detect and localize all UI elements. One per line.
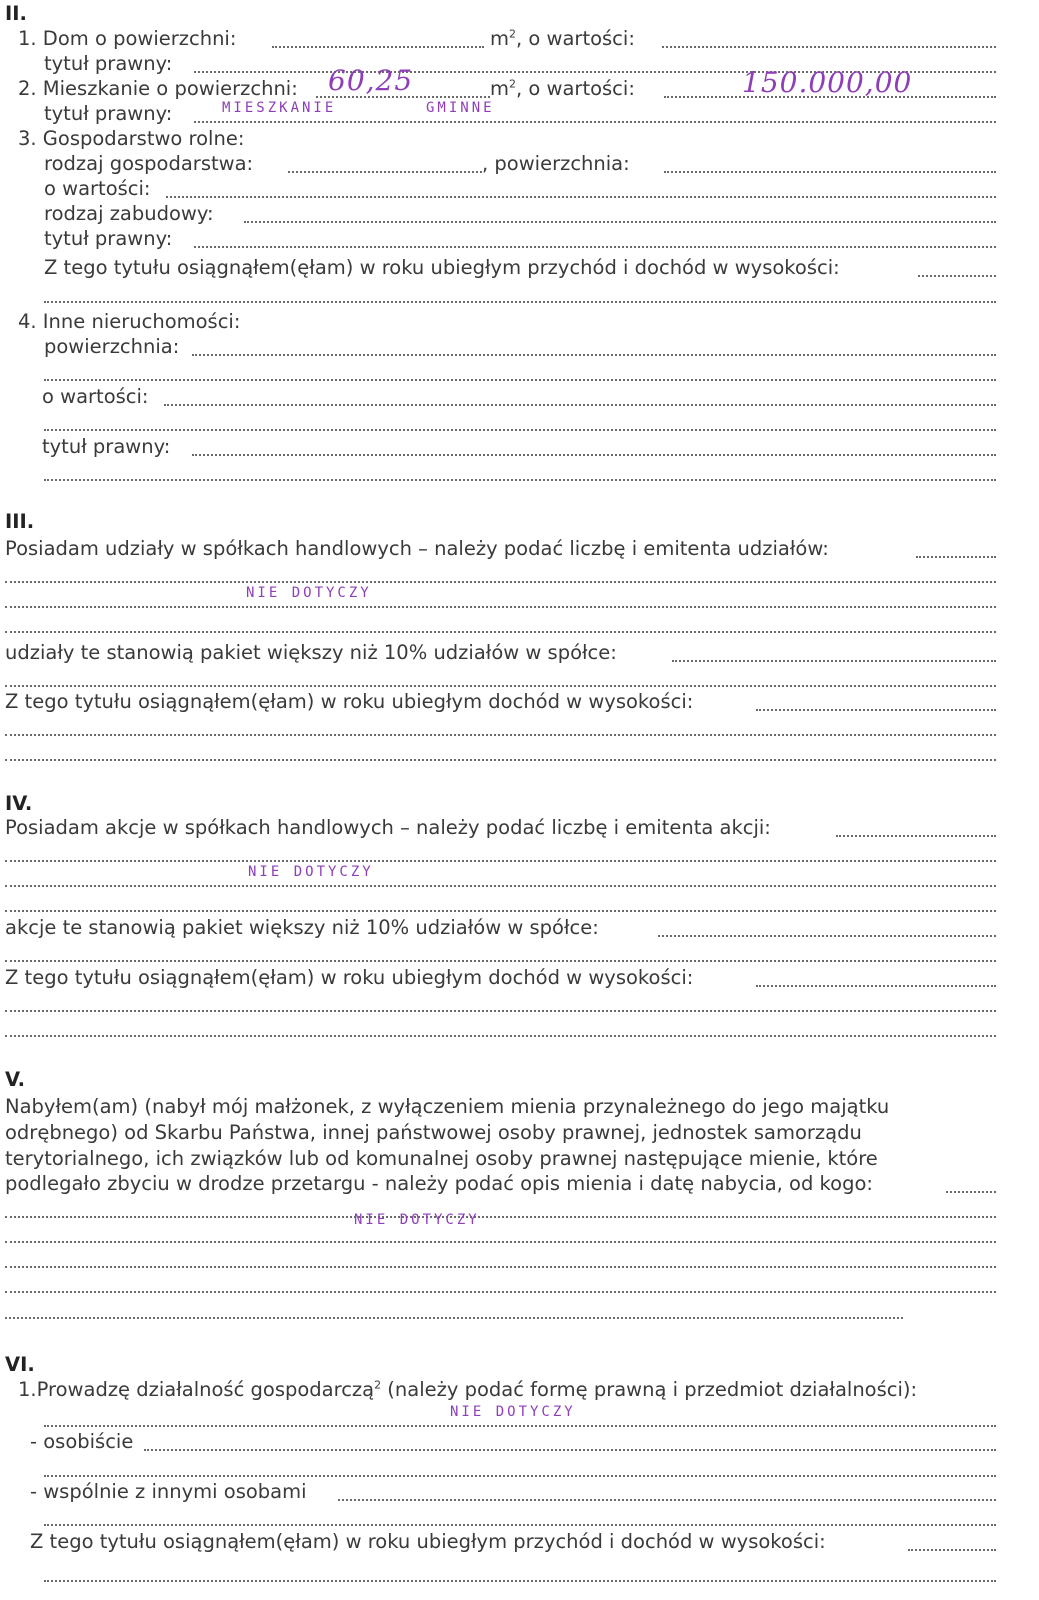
shares-handwritten-note: NIE DOTYCZY bbox=[246, 585, 372, 601]
shares-field-3[interactable] bbox=[5, 606, 996, 608]
flat-value-handwritten: 150.000,00 bbox=[742, 66, 913, 99]
acquisition-field-2[interactable] bbox=[5, 1216, 996, 1218]
house-unit: $m^2$, o wartości: bbox=[490, 27, 635, 50]
flat-unit: $m^2$, o wartości: bbox=[490, 77, 635, 100]
business-personal-label: - osobiście bbox=[30, 1430, 134, 1453]
stocks-income-field[interactable] bbox=[756, 985, 996, 987]
business-handwritten-note: NIE DOTYCZY bbox=[450, 1404, 576, 1420]
flat-area-handwritten: 60,25 bbox=[328, 64, 414, 97]
other-title-field[interactable] bbox=[192, 454, 996, 456]
flat-title-field[interactable] bbox=[194, 121, 996, 123]
other-area-field-2[interactable] bbox=[44, 379, 996, 381]
business-joint-label: - wspólnie z innymi osobami bbox=[30, 1480, 307, 1503]
farm-income-label: Z tego tytułu osiągnąłem(ęłam) w roku ubiegłym przychód i dochód w wysokości: bbox=[44, 256, 840, 279]
section-v-heading: V. bbox=[5, 1068, 25, 1091]
acquisition-text-line-1: Nabyłem(am) (nabył mój małżonek, z wyłączeniem mienia przynależnego do jego majątku bbox=[5, 1095, 890, 1118]
business-income-field[interactable] bbox=[908, 1549, 996, 1551]
farm-income-field-2[interactable] bbox=[44, 301, 996, 303]
flat-title-handwritten-2: GMINNE bbox=[426, 100, 495, 116]
acquisition-handwritten-note: NIE DOTYCZY bbox=[354, 1212, 480, 1228]
flat-area-label: 2. Mieszkanie o powierzchni: bbox=[18, 77, 298, 100]
acquisition-field-3[interactable] bbox=[5, 1241, 996, 1243]
stocks-packet-field[interactable] bbox=[658, 935, 996, 937]
shares-field-4[interactable] bbox=[5, 631, 996, 633]
farm-building-field[interactable] bbox=[244, 221, 996, 223]
stocks-income-field-3[interactable] bbox=[5, 1035, 996, 1037]
business-joint-field[interactable] bbox=[338, 1499, 996, 1501]
flat-title-label: tytuł prawny: bbox=[44, 102, 173, 125]
farm-title-label: tytuł prawny: bbox=[44, 227, 173, 250]
farm-income-field[interactable] bbox=[918, 275, 996, 277]
stocks-packet-label: akcje te stanowią pakiet większy niż 10% udziałów w spółce: bbox=[5, 916, 599, 939]
acquisition-field[interactable] bbox=[946, 1191, 996, 1193]
shares-income-label: Z tego tytułu osiągnąłem(ęłam) w roku ubiegłym dochód w wysokości: bbox=[5, 690, 694, 713]
business-activity-label: 1.Prowadzę działalność gospodarczą$^2$ (należy podać formę prawną i przedmiot działalności): bbox=[18, 1378, 918, 1401]
other-title-label: tytuł prawny: bbox=[42, 435, 171, 458]
business-personal-field-2[interactable] bbox=[44, 1475, 996, 1477]
acquisition-field-4[interactable] bbox=[5, 1266, 996, 1268]
house-value-field[interactable] bbox=[662, 46, 996, 48]
other-value-field[interactable] bbox=[164, 404, 996, 406]
shares-income-field-3[interactable] bbox=[5, 759, 996, 761]
farm-value-field[interactable] bbox=[166, 196, 996, 198]
stocks-intro: Posiadam akcje w spółkach handlowych – należy podać liczbę i emitenta akcji: bbox=[5, 816, 771, 839]
stocks-field-2[interactable] bbox=[5, 860, 996, 862]
other-area-label: powierzchnia: bbox=[44, 335, 180, 358]
farm-area-label: , powierzchnia: bbox=[482, 152, 630, 175]
farm-building-label: rodzaj zabudowy: bbox=[44, 202, 214, 225]
stocks-packet-field-2[interactable] bbox=[5, 960, 996, 962]
shares-packet-label: udziały te stanowią pakiet większy niż 10% udziałów w spółce: bbox=[5, 641, 617, 664]
farm-label: 3. Gospodarstwo rolne: bbox=[18, 127, 245, 150]
flat-title-handwritten-1: MIESZKANIE bbox=[222, 100, 337, 116]
shares-income-field-2[interactable] bbox=[5, 734, 996, 736]
stocks-income-field-2[interactable] bbox=[5, 1010, 996, 1012]
business-activity-field[interactable] bbox=[44, 1425, 996, 1427]
acquisition-field-5[interactable] bbox=[5, 1291, 996, 1293]
section-iii-heading: III. bbox=[5, 510, 35, 533]
stocks-field[interactable] bbox=[836, 835, 996, 837]
other-property-label: 4. Inne nieruchomości: bbox=[18, 310, 241, 333]
other-value-label: o wartości: bbox=[42, 385, 149, 408]
farm-value-label: o wartości: bbox=[44, 177, 151, 200]
house-area-field[interactable] bbox=[272, 46, 484, 48]
stocks-handwritten-note: NIE DOTYCZY bbox=[248, 864, 374, 880]
shares-intro: Posiadam udziały w spółkach handlowych – należy podać liczbę i emitenta udziałów: bbox=[5, 537, 829, 560]
acquisition-text-line-3: terytorialnego, ich związków lub od komunalnej osoby prawnej następujące mienie, które bbox=[5, 1147, 878, 1170]
other-area-field[interactable] bbox=[192, 354, 996, 356]
acquisition-text-line-2: odrębnego) od Skarbu Państwa, innej państwowej osoby prawnej, jednostek samorządu bbox=[5, 1121, 862, 1144]
business-income-label: Z tego tytułu osiągnąłem(ęłam) w roku ubiegłym przychód i dochód w wysokości: bbox=[30, 1530, 826, 1553]
house-area-label: 1. Dom o powierzchni: bbox=[18, 27, 237, 50]
stocks-income-label: Z tego tytułu osiągnąłem(ęłam) w roku ubiegłym dochód w wysokości: bbox=[5, 966, 694, 989]
shares-packet-field-2[interactable] bbox=[5, 685, 996, 687]
farm-type-field[interactable] bbox=[288, 171, 482, 173]
farm-area-field[interactable] bbox=[664, 171, 996, 173]
business-joint-field-2[interactable] bbox=[44, 1524, 996, 1526]
farm-title-field[interactable] bbox=[194, 246, 996, 248]
shares-packet-field[interactable] bbox=[672, 660, 996, 662]
shares-income-field[interactable] bbox=[756, 709, 996, 711]
business-income-field-2[interactable] bbox=[44, 1580, 996, 1582]
shares-field-2[interactable] bbox=[5, 581, 996, 583]
acquisition-text-line-4: podlegało zbyciu w drodze przetargu - należy podać opis mienia i datę nabycia, od kogo: bbox=[5, 1172, 873, 1195]
house-title-label: tytuł prawny: bbox=[44, 52, 173, 75]
stocks-field-4[interactable] bbox=[5, 910, 996, 912]
acquisition-field-6[interactable] bbox=[5, 1317, 903, 1319]
section-iv-heading: IV. bbox=[5, 792, 33, 815]
farm-type-label: rodzaj gospodarstwa: bbox=[44, 152, 254, 175]
shares-field[interactable] bbox=[916, 556, 996, 558]
section-ii-heading: II. bbox=[5, 2, 27, 25]
other-value-field-2[interactable] bbox=[44, 429, 996, 431]
other-title-field-2[interactable] bbox=[44, 479, 996, 481]
section-vi-heading: VI. bbox=[5, 1353, 35, 1376]
business-personal-field[interactable] bbox=[144, 1449, 996, 1451]
stocks-field-3[interactable] bbox=[5, 885, 996, 887]
